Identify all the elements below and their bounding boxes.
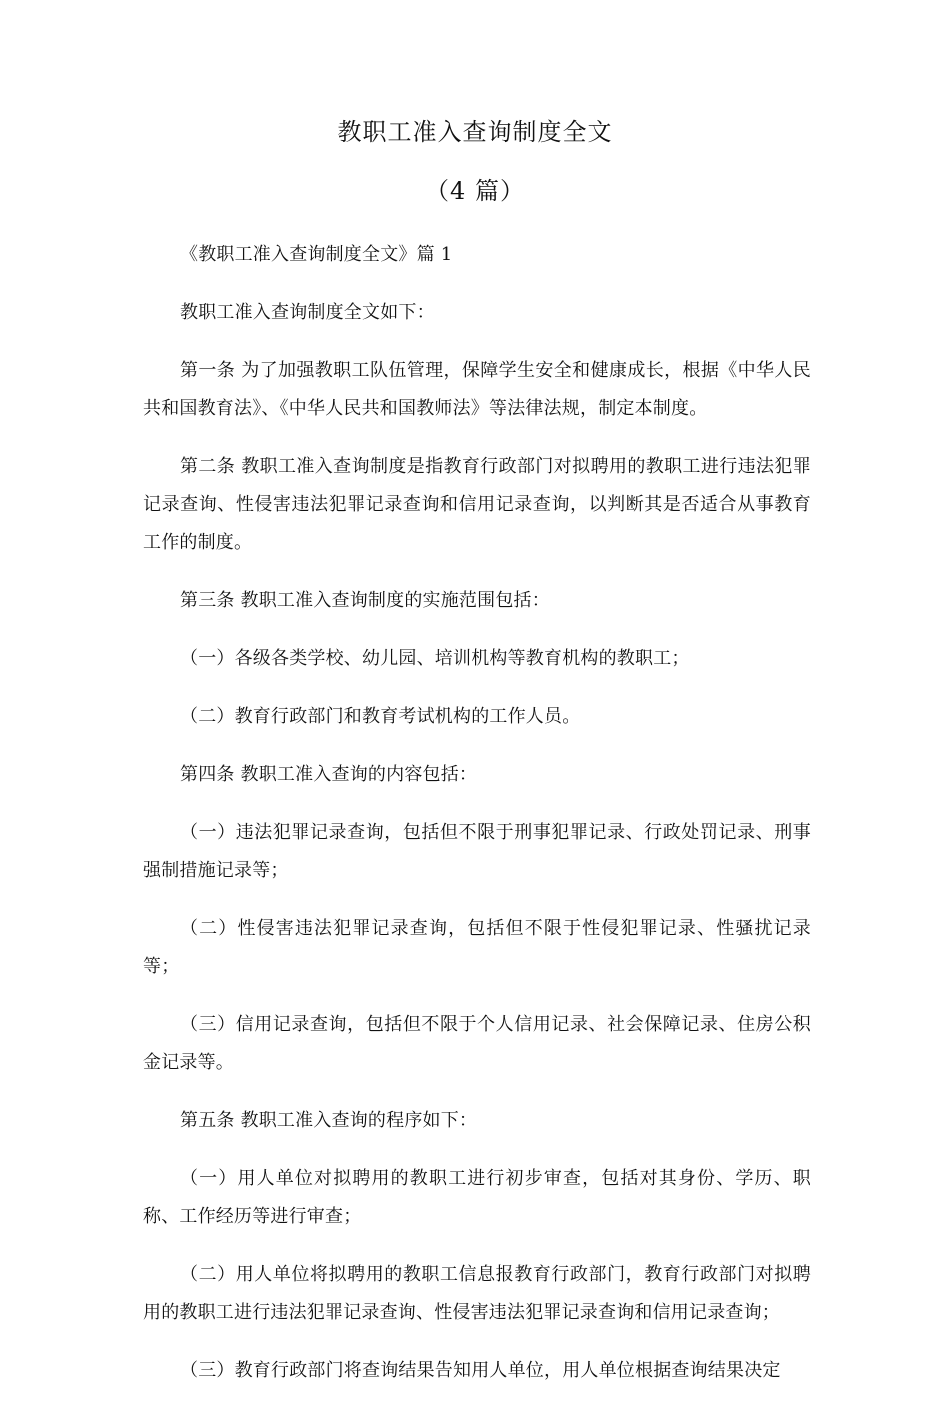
document-title: 教职工准入查询制度全文: [337, 118, 613, 146]
list-item: （三）教育行政部门将查询结果告知用人单位，用人单位根据查询结果决定: [180, 1360, 781, 1381]
article-4: 第四条 教职工准入查询的内容包括：: [180, 764, 478, 785]
section-heading: 《教职工准入查询制度全文》篇 1: [180, 244, 453, 265]
document-body: [143, 236, 811, 1410]
list-item: （一）各级各类学校、幼儿园、培训机构等教育机构的教职工；: [180, 648, 690, 669]
article-1: 第一条 为了加强教职工队伍管理，保障学生安全和健康成长，根据《中华人民共和国教育法》、《中华人民共和国教师法》等法律法规，制定本制度。: [143, 360, 811, 419]
list-item: （一）用人单位对拟聘用的教职工进行初步审查，包括对其身份、学历、职称、工作经历等进行审查；: [143, 1168, 811, 1227]
list-item: （二）用人单位将拟聘用的教职工信息报教育行政部门，教育行政部门对拟聘用的教职工进行违法犯罪记录查询、性侵害违法犯罪记录查询和信用记录查询；: [143, 1264, 811, 1323]
document-subtitle: （4 篇）: [425, 177, 525, 205]
list-item: （二）教育行政部门和教育考试机构的工作人员。: [180, 706, 581, 727]
list-item: （二）性侵害违法犯罪记录查询，包括但不限于性侵犯罪记录、性骚扰记录等；: [143, 918, 811, 977]
article-2: 第二条 教职工准入查询制度是指教育行政部门对拟聘用的教职工进行违法犯罪记录查询、性侵害违法犯罪记录查询和信用记录查询，以判断其是否适合从事教育工作的制度。: [143, 456, 811, 553]
list-item: （一）违法犯罪记录查询，包括但不限于刑事犯罪记录、行政处罚记录、刑事强制措施记录等；: [143, 822, 811, 881]
article-5: 第五条 教职工准入查询的程序如下：: [180, 1110, 478, 1131]
article-3: 第三条 教职工准入查询制度的实施范围包括：: [180, 590, 550, 611]
paragraph: 教职工准入查询制度全文如下：: [180, 302, 435, 323]
list-item: （三）信用记录查询，包括但不限于个人信用记录、社会保障记录、住房公积金记录等。: [143, 1014, 811, 1073]
